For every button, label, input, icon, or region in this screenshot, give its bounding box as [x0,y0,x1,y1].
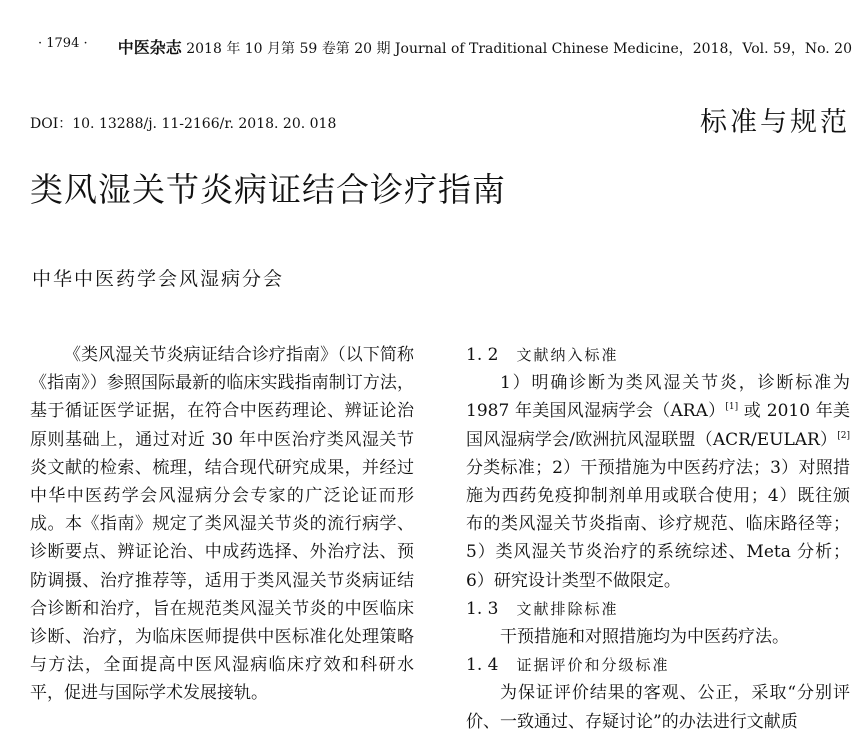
citation-ref[interactable]: [1] [725,402,739,413]
section-heading-text: 文献纳入标准 [516,346,619,364]
inclusion-text-b: 或 2010 年美国风湿病学会/欧洲抗风湿联盟（ACR/EULAR） [466,401,850,450]
article-title: 类风湿关节炎病证结合诊疗指南 [30,170,506,209]
section-heading-1-3 [466,595,850,623]
section-heading-text: 证据评价和分级标准 [516,656,670,675]
inclusion-text-a: 1）明确诊断为类风湿关节炎，诊断标准为 1987 年美国风湿病学会（ARA） [466,373,850,422]
section-heading-1-2 [466,341,850,369]
inclusion-text-c: 分类标准；2）干预措施为中医药疗法；3）对照措施为西药免疫抑制剂单用或联合使用；4）既往颁布的类风湿关节炎指南、诊疗规范、临床路径等；5）类风湿关节炎治疗的系统综述、Meta 分析；6）研究设计类型不做限定。 [466,457,850,591]
page-number: · 1794 · [38,36,88,51]
exclusion-criteria-paragraph: 干预措施和对照措施均为中医药疗法。 [500,627,789,648]
section-label: 标准与规范 [700,107,850,138]
running-header [118,35,852,58]
section-number: 1. 4 [466,655,499,676]
inclusion-criteria-paragraph [466,369,850,595]
doi: DOI：10. 13288/j. 11-2166/r. 2018. 20. 018 [30,116,337,132]
section-number: 1. 3 [466,598,499,619]
author: 中华中医药学会风湿病分会 [32,268,285,290]
journal-brand: 中医杂志 [117,38,182,57]
journal-citation: 2018 年 10 月第 59 卷第 20 期 Journal of Traditional Chinese Medicine，2018，Vol. 59，No. 20 [181,41,852,57]
citation-ref[interactable]: [2] [837,430,850,441]
left-column [30,341,414,708]
right-column [466,341,850,736]
evidence-grading-paragraph: 为保证评价结果的客观、公正，采取“分别评价、一致通过、存疑讨论”的办法进行文献质 [466,683,850,732]
intro-paragraph: 《类风湿关节炎病证结合诊疗指南》（以下简称《指南》）参照国际最新的临床实践指南制订方法，基于循证医学证据，在符合中医药理论、辨证论治原则基础上，通过对近 30 年中医治疗类风湿关节炎文献的检索、梳理，结合现代研究成果，并经过中华中医药学会风湿病分会专家的广泛论证而形成。本《指南》规定了类风湿关节炎的流行病学、诊断要点、辨证论治、中成药选择、外治疗法、预防调摄、治疗推荐等，适用于类风湿关节炎病证结合诊断和治疗，旨在规范类风湿关节炎的中医临床诊断、治疗，为临床医师提供中医标准化处理策略与方法，全面提高中医风湿病临床疗效和科研水平，促进与国际学术发展接轨。 [30,345,414,704]
section-number: 1. 2 [466,345,499,365]
section-heading-text: 文献排除标准 [516,599,619,618]
section-heading-1-4 [466,651,850,679]
